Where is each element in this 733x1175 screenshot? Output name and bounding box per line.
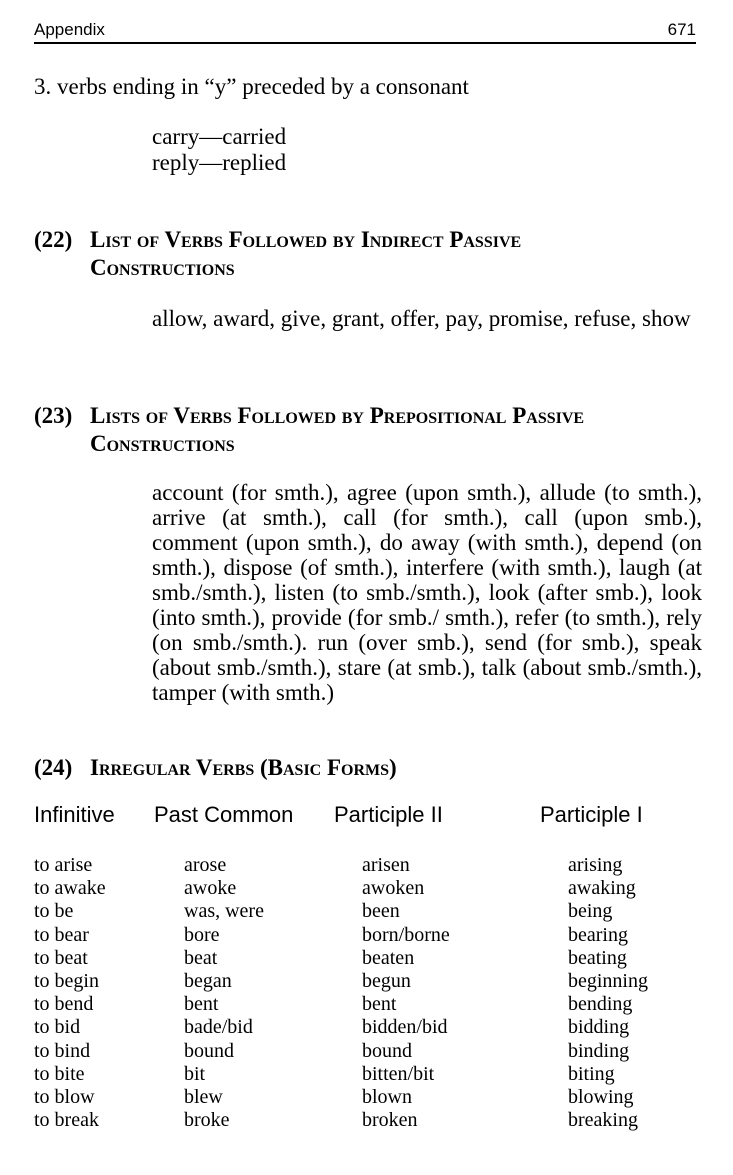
- past-cell: bent: [184, 993, 219, 1016]
- infinitive-cell: to bend: [34, 993, 94, 1016]
- participle-i-cell: arising: [568, 854, 623, 876]
- participle-ii-cell: beaten: [362, 946, 415, 969]
- table-row: [34, 854, 704, 877]
- past-cell: was, were: [184, 900, 264, 923]
- participle-i-cell: being: [568, 900, 613, 923]
- section-22-heading: [34, 226, 521, 282]
- participle-i-cell: blowing: [568, 1085, 634, 1108]
- participle-i-cell: binding: [568, 1039, 630, 1062]
- past-cell: broke: [184, 1109, 230, 1132]
- participle-ii-cell: bidden/bid: [362, 1016, 448, 1039]
- past-cell: bound: [184, 1039, 234, 1062]
- list-item-3: 3. verbs ending in “y” preceded by a consonant: [34, 74, 469, 99]
- section-title-cont: Constructions: [90, 255, 235, 280]
- participle-i-cell: biting: [568, 1062, 615, 1085]
- section-title-cont: Constructions: [90, 431, 235, 456]
- participle-ii-cell: blown: [362, 1085, 412, 1108]
- table-row: [34, 924, 704, 947]
- infinitive-cell: to begin: [34, 969, 99, 992]
- section-number: (22): [34, 227, 73, 252]
- participle-ii-cell: been: [362, 900, 400, 923]
- table-row: [34, 1063, 704, 1086]
- section-24-heading: [34, 754, 397, 782]
- participle-ii-cell: awoken: [362, 877, 425, 900]
- participle-ii-cell: bitten/bit: [362, 1062, 435, 1085]
- infinitive-cell: to bite: [34, 1062, 85, 1085]
- column-header: Participle II: [334, 802, 443, 827]
- participle-ii-cell: begun: [362, 969, 411, 992]
- participle-i-cell: beating: [568, 946, 627, 969]
- section-22-body: allow, award, give, grant, offer, pay, promise, refuse, show: [152, 306, 691, 331]
- participle-i-cell: breaking: [568, 1109, 638, 1132]
- table-body: [34, 840, 704, 1132]
- past-cell: began: [184, 969, 232, 992]
- page-number: 671: [667, 20, 696, 39]
- participle-i-cell: bearing: [568, 923, 628, 946]
- table-row: [34, 1016, 704, 1039]
- past-cell: beat: [184, 946, 218, 969]
- table-row: [34, 993, 704, 1016]
- example-line: reply—replied: [152, 150, 287, 175]
- section-number: (24): [34, 755, 73, 780]
- infinitive-cell: to bind: [34, 1039, 91, 1062]
- past-cell: awoke: [184, 877, 237, 900]
- section-title: Irregular Verbs (Basic Forms): [90, 755, 397, 780]
- infinitive-cell: to blow: [34, 1085, 95, 1108]
- section-number: (23): [34, 403, 73, 428]
- example-line: carry—carried: [152, 124, 287, 149]
- past-cell: bit: [184, 1062, 206, 1085]
- infinitive-cell: to bid: [34, 1016, 81, 1039]
- past-cell: blew: [184, 1085, 223, 1108]
- section-23-heading: [34, 402, 584, 458]
- past-cell: arose: [184, 854, 227, 876]
- infinitive-cell: to break: [34, 1109, 99, 1132]
- table-row: [34, 947, 704, 970]
- column-header: Participle I: [540, 802, 643, 827]
- participle-i-cell: beginning: [568, 969, 648, 992]
- infinitive-cell: to awake: [34, 877, 106, 900]
- table-row: [34, 900, 704, 923]
- infinitive-cell: to arise: [34, 854, 93, 876]
- past-cell: bore: [184, 923, 220, 946]
- past-cell: bade/bid: [184, 1016, 253, 1039]
- table-row: [34, 1109, 704, 1132]
- table-row: [34, 877, 704, 900]
- participle-ii-cell: broken: [362, 1109, 418, 1132]
- table-row: [34, 970, 704, 993]
- section-title: Lists of Verbs Followed by Prepositional Passive: [90, 403, 585, 428]
- table-row: [34, 1040, 704, 1063]
- participle-ii-cell: arisen: [362, 854, 410, 876]
- infinitive-cell: to be: [34, 900, 74, 923]
- running-head-title: Appendix: [34, 20, 105, 39]
- infinitive-cell: to beat: [34, 946, 88, 969]
- column-header: Past Common: [154, 802, 294, 827]
- table-header: [34, 800, 704, 840]
- irregular-verbs-table: [34, 800, 704, 1132]
- column-header: Infinitive: [34, 802, 115, 827]
- running-head: [34, 16, 696, 44]
- table-row: [34, 1086, 704, 1109]
- section-title: List of Verbs Followed by Indirect Passive: [90, 227, 522, 252]
- example-list: [152, 124, 286, 176]
- participle-i-cell: bending: [568, 993, 633, 1016]
- participle-i-cell: awaking: [568, 877, 636, 900]
- participle-ii-cell: bent: [362, 993, 397, 1016]
- infinitive-cell: to bear: [34, 923, 89, 946]
- participle-ii-cell: bound: [362, 1039, 412, 1062]
- section-23-body: account (for smth.), agree (upon smth.), allude (to smth.), arrive (at smth.), call (for smth.), call (upon smb.), comment (upon smth.), do away (with smth.), depend (on smth.), dispose (of smth.), interfere (with smth.), laugh (at smb./smth.), listen (to smb./smth.), look (after smb.), look (into smth.), provide (for smb./ smth.), refer (to smth.), rely (on smb./smth.). run (over smb.), send (for smb.), speak (about smb./smth.), stare (at smb.), talk (about smb./smth.), tamper (with smth.): [152, 480, 702, 705]
- participle-i-cell: bidding: [568, 1016, 630, 1039]
- participle-ii-cell: born/borne: [362, 923, 450, 946]
